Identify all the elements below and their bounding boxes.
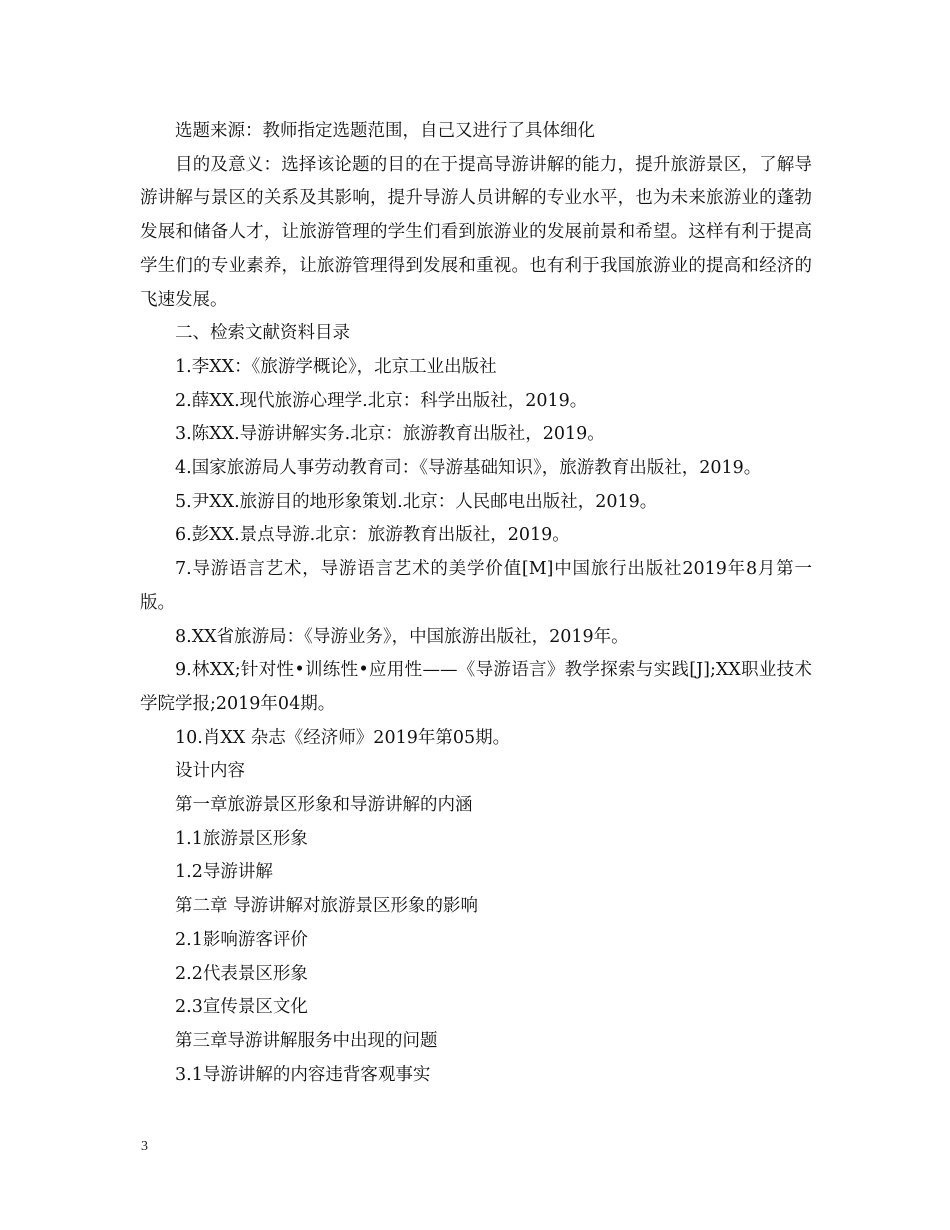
subsection-item: 2.2代表景区形象 [175,963,308,984]
chapter-heading: 第三章导游讲解服务中出现的问题 [175,1030,438,1051]
paragraph-topic-source: 选题来源：教师指定选题范围，自己又进行了具体细化 [175,121,595,141]
reference-item: 3.陈XX.导游讲解实务.北京：旅游教育出版社，2019。 [175,424,605,445]
subsection-item: 1.1旅游景区形象 [175,828,308,849]
subsection-item: 3.1导游讲解的内容违背客观事实 [175,1064,431,1085]
paragraph-purpose-significance: 目的及意义：选择该论题的目的在于提高导游讲解的能力，提升旅游景区，了解导游讲解与景区的关系及其影响，提升导游人员讲解的专业水平，也为未来旅游业的蓬勃发展和储备人才，让旅游管理的学生们看到旅游业的发展前景和希望。这样有利于提高学生们的专业素养，让旅游管理得到发展和重视。也有利于我国旅游业的提高和经济的飞速发展。 [140,154,812,310]
subsection-item: 2.3宣传景区文化 [175,997,308,1018]
section-heading-design: 设计内容 [175,761,245,782]
chapter-heading: 第一章旅游景区形象和导游讲解的内涵 [175,795,473,816]
reference-item: 9.林XX;针对性•训练性•应用性——《导游语言》教学探索与实践[J];XX职业技术学院学报;2019年04期。 [140,660,812,714]
reference-item: 5.尹XX.旅游目的地形象策划.北京：人民邮电出版社，2019。 [175,491,658,512]
section-heading-references: 二、检索文献资料目录 [175,323,350,344]
reference-item: 6.彭XX.景点导游.北京：旅游教育出版社，2019。 [175,525,570,546]
page-number: 3 [141,1139,148,1154]
subsection-item: 2.1影响游客评价 [175,929,308,950]
reference-item: 2.薛XX.现代旅游心理学.北京：科学出版社，2019。 [175,390,588,411]
chapter-heading: 第二章 导游讲解对旅游景区形象的影响 [175,896,479,917]
reference-item: 8.XX省旅游局：《导游业务》，中国旅游出版社，2019年。 [175,626,629,647]
reference-item: 4.国家旅游局人事劳动教育司：《导游基础知识》，旅游教育出版社，2019。 [175,458,762,479]
reference-item: 10.肖XX 杂志《经济师》2019年第05期。 [175,727,511,748]
reference-item: 1.李XX：《旅游学概论》，北京工业出版社 [175,356,497,377]
document-body [140,115,812,1092]
reference-item: 7.导游语言艺术，导游语言艺术的美学价值[M]中国旅行出版社2019年8月第一版。 [140,559,812,613]
subsection-item: 1.2导游讲解 [175,862,273,883]
